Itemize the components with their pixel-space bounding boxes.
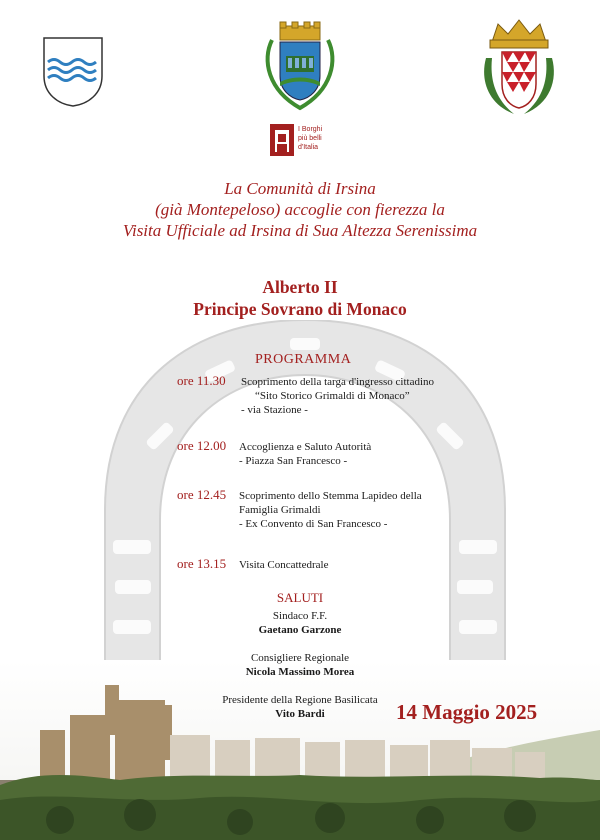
- event-line: Visita Concattedrale: [239, 559, 329, 571]
- event-line: - Ex Convento di San Francesco -: [239, 518, 388, 530]
- greeting-name-1: Gaetano Garzone: [258, 624, 342, 636]
- programme-event-1: [241, 375, 434, 417]
- programme-event-2: [239, 440, 371, 468]
- greeting-role-1: Sindaco F.F.: [272, 610, 328, 622]
- programme-time-3: ore 12.45: [177, 487, 227, 502]
- programme-time-1: ore 11.30: [177, 373, 226, 388]
- greeting-role-2: Consigliere Regionale: [250, 652, 350, 664]
- programme-event-3: [239, 489, 422, 531]
- intro-text: [0, 178, 600, 241]
- greeting-role-3: Presidente della Regione Basilicata: [222, 694, 378, 706]
- monaco-crest-icon: [478, 14, 560, 122]
- guest-title: Principe Sovrano di Monaco: [193, 299, 407, 319]
- borghi-logo-line2: più belli: [298, 135, 322, 142]
- programme-time-2: ore 12.00: [177, 438, 227, 453]
- intro-line-1: La Comunità di Irsina: [224, 179, 376, 198]
- intro-line-3: Visita Ufficiale ad Irsina di Sua Altezza Serenissima: [122, 221, 478, 240]
- event-line: Scoprimento della targa d'ingresso cittadino: [241, 376, 435, 388]
- intro-line-2: (già Montepeloso) accoglie con fierezza la: [155, 200, 445, 219]
- borghi-logo-line3: d'Italia: [298, 144, 319, 151]
- event-line: “Sito Storico Grimaldi di Monaco”: [255, 390, 410, 402]
- event-line: Scoprimento dello Stemma Lapideo della: [239, 490, 422, 502]
- event-date: 14 Maggio 2025: [396, 700, 538, 724]
- irsina-crest-icon: [262, 20, 338, 112]
- borghi-logo-line1: I Borghi: [298, 126, 323, 133]
- basilicata-crest-icon: [42, 36, 104, 108]
- borghi-logo: [270, 124, 336, 156]
- greeting-name-2: Nicola Massimo Morea: [245, 666, 355, 678]
- programme-heading: PROGRAMMA: [255, 352, 352, 367]
- event-line: - Piazza San Francesco -: [239, 455, 348, 467]
- greetings-heading: SALUTI: [276, 590, 324, 605]
- event-line: Famiglia Grimaldi: [239, 504, 321, 516]
- event-line: Accoglienza e Saluto Autorità: [239, 441, 372, 453]
- greeting-name-3: Vito Bardi: [275, 708, 325, 720]
- programme-time-4: ore 13.15: [177, 556, 227, 571]
- borghi-tower-icon: [270, 124, 294, 156]
- event-line: - via Stazione -: [241, 404, 308, 416]
- guest-block: [0, 276, 600, 320]
- guest-name: Alberto II: [262, 277, 338, 297]
- programme-event-4: [239, 558, 328, 572]
